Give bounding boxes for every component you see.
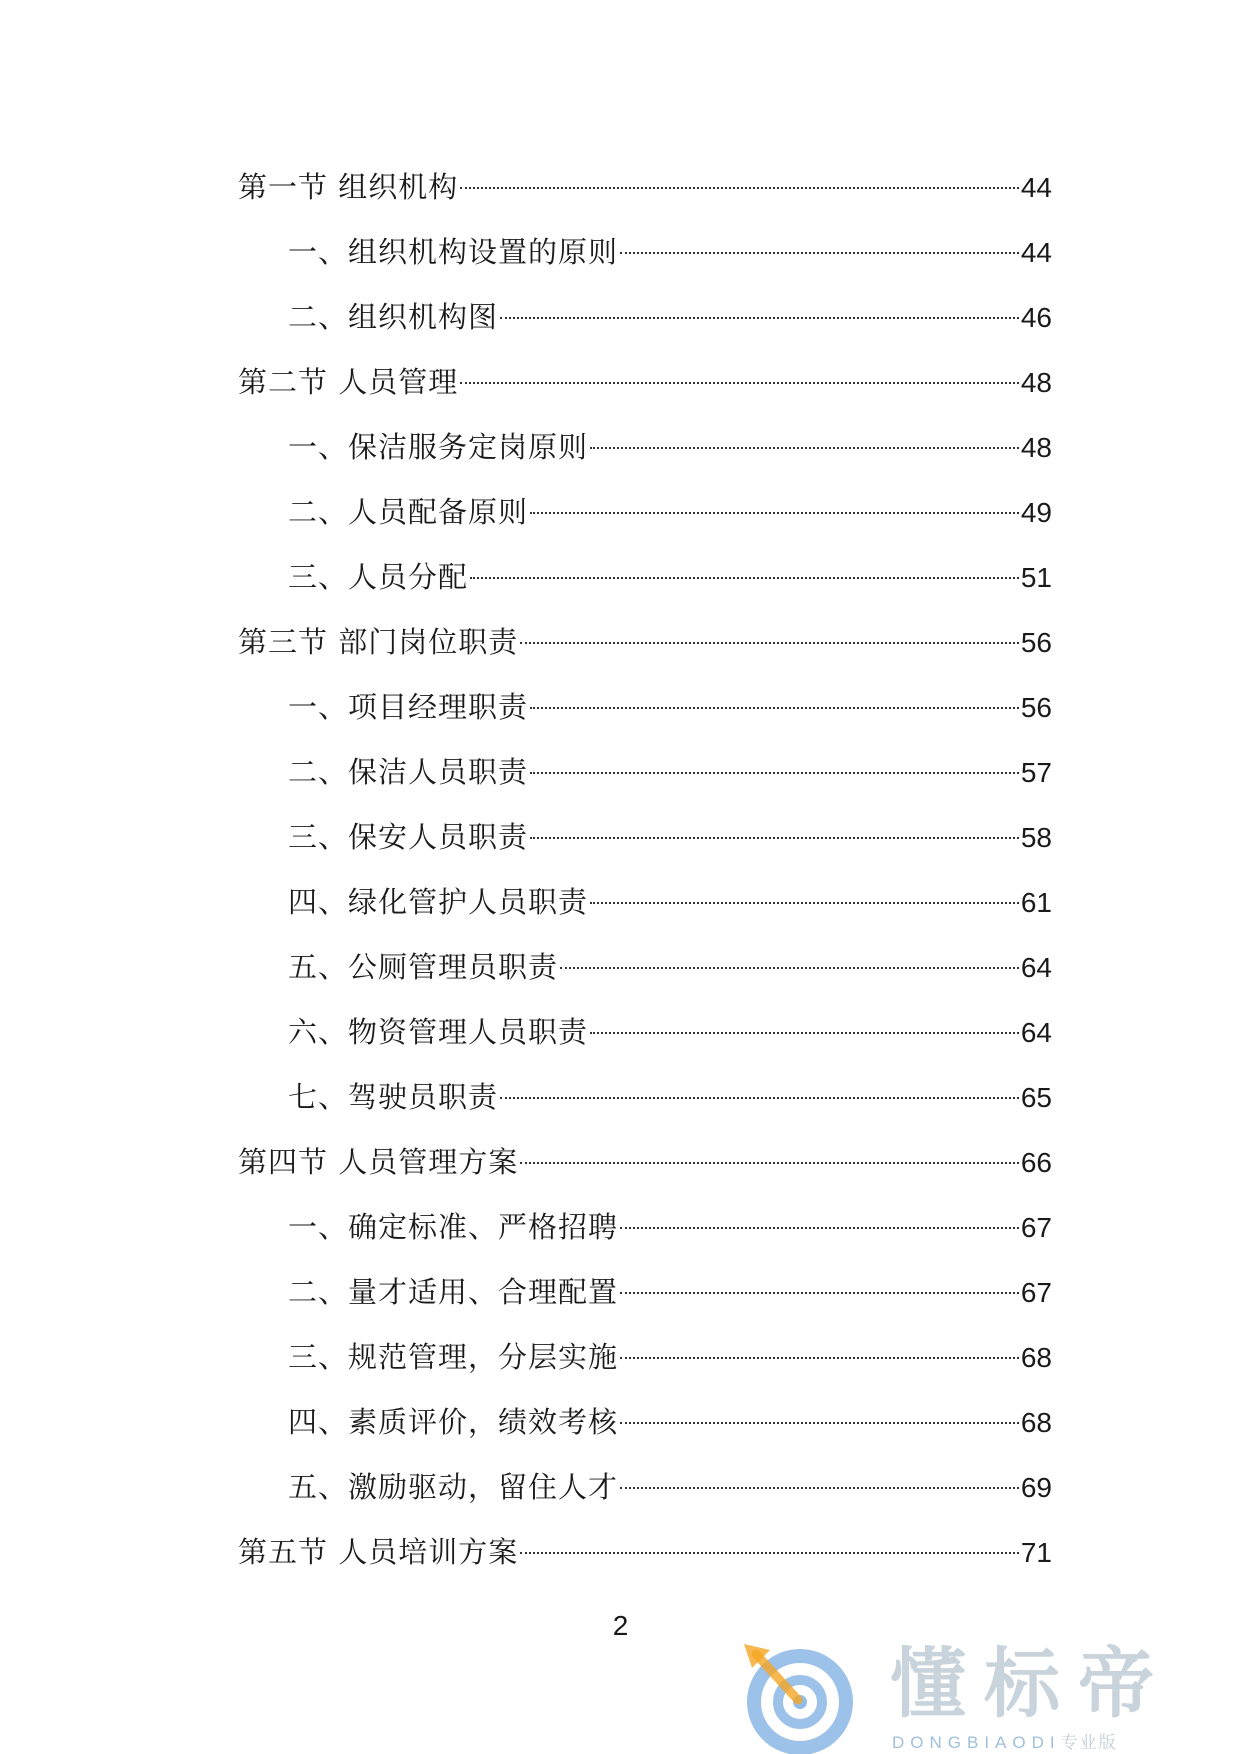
toc-dot-leader [500, 317, 1019, 319]
toc-entry-page: 49 [1020, 497, 1052, 528]
toc-entry-title: 第五节 人员培训方案 [238, 1535, 519, 1569]
toc-section-entry[interactable] [238, 1520, 1052, 1585]
toc-entry-title: 二、人员配备原则 [288, 495, 529, 529]
toc-entry-page: 67 [1020, 1212, 1052, 1243]
toc-dot-leader [620, 1227, 1019, 1229]
toc-entry-title: 五、激励驱动，留住人才 [288, 1470, 619, 1504]
toc-subsection-entry[interactable] [238, 675, 1052, 740]
toc-dot-leader [530, 707, 1019, 709]
toc-subsection-entry[interactable] [238, 1260, 1052, 1325]
toc-entry-page: 58 [1020, 822, 1052, 853]
toc-entry-page: 66 [1020, 1147, 1052, 1178]
watermark-brand: 懂标帝 [890, 1639, 1172, 1728]
toc-entry-page: 69 [1020, 1472, 1052, 1503]
toc-dot-leader [520, 642, 1019, 644]
toc-dot-leader [590, 902, 1019, 904]
toc-subsection-entry[interactable] [238, 1390, 1052, 1455]
toc-entry-title: 一、保洁服务定岗原则 [288, 430, 589, 464]
toc-dot-leader [500, 1097, 1019, 1099]
toc-entry-title: 三、规范管理，分层实施 [288, 1340, 619, 1374]
toc-section-entry[interactable] [238, 610, 1052, 675]
toc-entry-title: 二、组织机构图 [288, 300, 499, 334]
toc-entry-page: 56 [1020, 627, 1052, 658]
toc-entry-title: 一、组织机构设置的原则 [288, 235, 619, 269]
toc-entry-page: 67 [1020, 1277, 1052, 1308]
toc-entry-page: 64 [1020, 952, 1052, 983]
toc-entry-title: 二、保洁人员职责 [288, 755, 529, 789]
toc-entry-title: 第一节 组织机构 [238, 170, 459, 204]
toc-entry-title: 四、绿化管护人员职责 [288, 885, 589, 919]
watermark-edition: 专业版 [1060, 1733, 1118, 1752]
toc-subsection-entry[interactable] [238, 220, 1052, 285]
page-number: 2 [612, 1610, 629, 1641]
toc-entry-page: 61 [1020, 887, 1052, 918]
toc-dot-leader [460, 382, 1019, 384]
toc-entry-title: 五、公厕管理员职责 [288, 950, 559, 984]
table-of-contents [238, 155, 1052, 1585]
toc-entry-page: 56 [1020, 692, 1052, 723]
toc-entry-page: 68 [1020, 1342, 1052, 1373]
toc-entry-page: 46 [1020, 302, 1052, 333]
toc-entry-page: 44 [1020, 237, 1052, 268]
toc-entry-page: 68 [1020, 1407, 1052, 1438]
toc-subsection-entry[interactable] [238, 870, 1052, 935]
toc-entry-page: 65 [1020, 1082, 1052, 1113]
toc-dot-leader [460, 187, 1019, 189]
toc-dot-leader [620, 1357, 1019, 1359]
toc-entry-page: 57 [1020, 757, 1052, 788]
toc-section-entry[interactable] [238, 350, 1052, 415]
toc-subsection-entry[interactable] [238, 285, 1052, 350]
toc-entry-page: 48 [1020, 367, 1052, 398]
toc-entry-title: 三、保安人员职责 [288, 820, 529, 854]
toc-subsection-entry[interactable] [238, 415, 1052, 480]
toc-entry-title: 七、驾驶员职责 [288, 1080, 499, 1114]
toc-subsection-entry[interactable] [238, 805, 1052, 870]
watermark-pinyin: DONGBIAODI [892, 1733, 1061, 1752]
toc-entry-title: 二、量才适用、合理配置 [288, 1275, 619, 1309]
toc-entry-page: 71 [1020, 1537, 1052, 1568]
toc-subsection-entry[interactable] [238, 480, 1052, 545]
toc-entry-title: 六、物资管理人员职责 [288, 1015, 589, 1049]
toc-section-entry[interactable] [238, 1130, 1052, 1195]
toc-entry-title: 三、人员分配 [288, 560, 469, 594]
toc-subsection-entry[interactable] [238, 1325, 1052, 1390]
toc-dot-leader [620, 252, 1019, 254]
toc-subsection-entry[interactable] [238, 1065, 1052, 1130]
toc-dot-leader [620, 1292, 1019, 1294]
toc-dot-leader [530, 772, 1019, 774]
toc-section-entry[interactable] [238, 155, 1052, 220]
toc-entry-title: 一、确定标准、严格招聘 [288, 1210, 619, 1244]
toc-subsection-entry[interactable] [238, 1195, 1052, 1260]
toc-dot-leader [560, 967, 1019, 969]
watermark [740, 1640, 1220, 1750]
toc-dot-leader [620, 1487, 1019, 1489]
toc-entry-title: 第四节 人员管理方案 [238, 1145, 519, 1179]
toc-subsection-entry[interactable] [238, 1000, 1052, 1065]
toc-subsection-entry[interactable] [238, 935, 1052, 1000]
toc-subsection-entry[interactable] [238, 1455, 1052, 1520]
toc-dot-leader [590, 1032, 1019, 1034]
toc-subsection-entry[interactable] [238, 545, 1052, 610]
toc-subsection-entry[interactable] [238, 740, 1052, 805]
toc-dot-leader [520, 1552, 1019, 1554]
toc-dot-leader [620, 1422, 1019, 1424]
toc-entry-title: 第二节 人员管理 [238, 365, 459, 399]
toc-entry-title: 一、项目经理职责 [288, 690, 529, 724]
target-logo-icon [740, 1640, 860, 1754]
toc-dot-leader [520, 1162, 1019, 1164]
toc-dot-leader [530, 837, 1019, 839]
toc-entry-title: 四、素质评价，绩效考核 [288, 1405, 619, 1439]
toc-dot-leader [530, 512, 1019, 514]
toc-entry-title: 第三节 部门岗位职责 [238, 625, 519, 659]
watermark-subtitle [892, 1728, 1118, 1753]
toc-dot-leader [590, 447, 1019, 449]
toc-entry-page: 48 [1020, 432, 1052, 463]
toc-entry-page: 64 [1020, 1017, 1052, 1048]
toc-entry-page: 51 [1020, 562, 1052, 593]
toc-dot-leader [470, 577, 1019, 579]
toc-entry-page: 44 [1020, 172, 1052, 203]
